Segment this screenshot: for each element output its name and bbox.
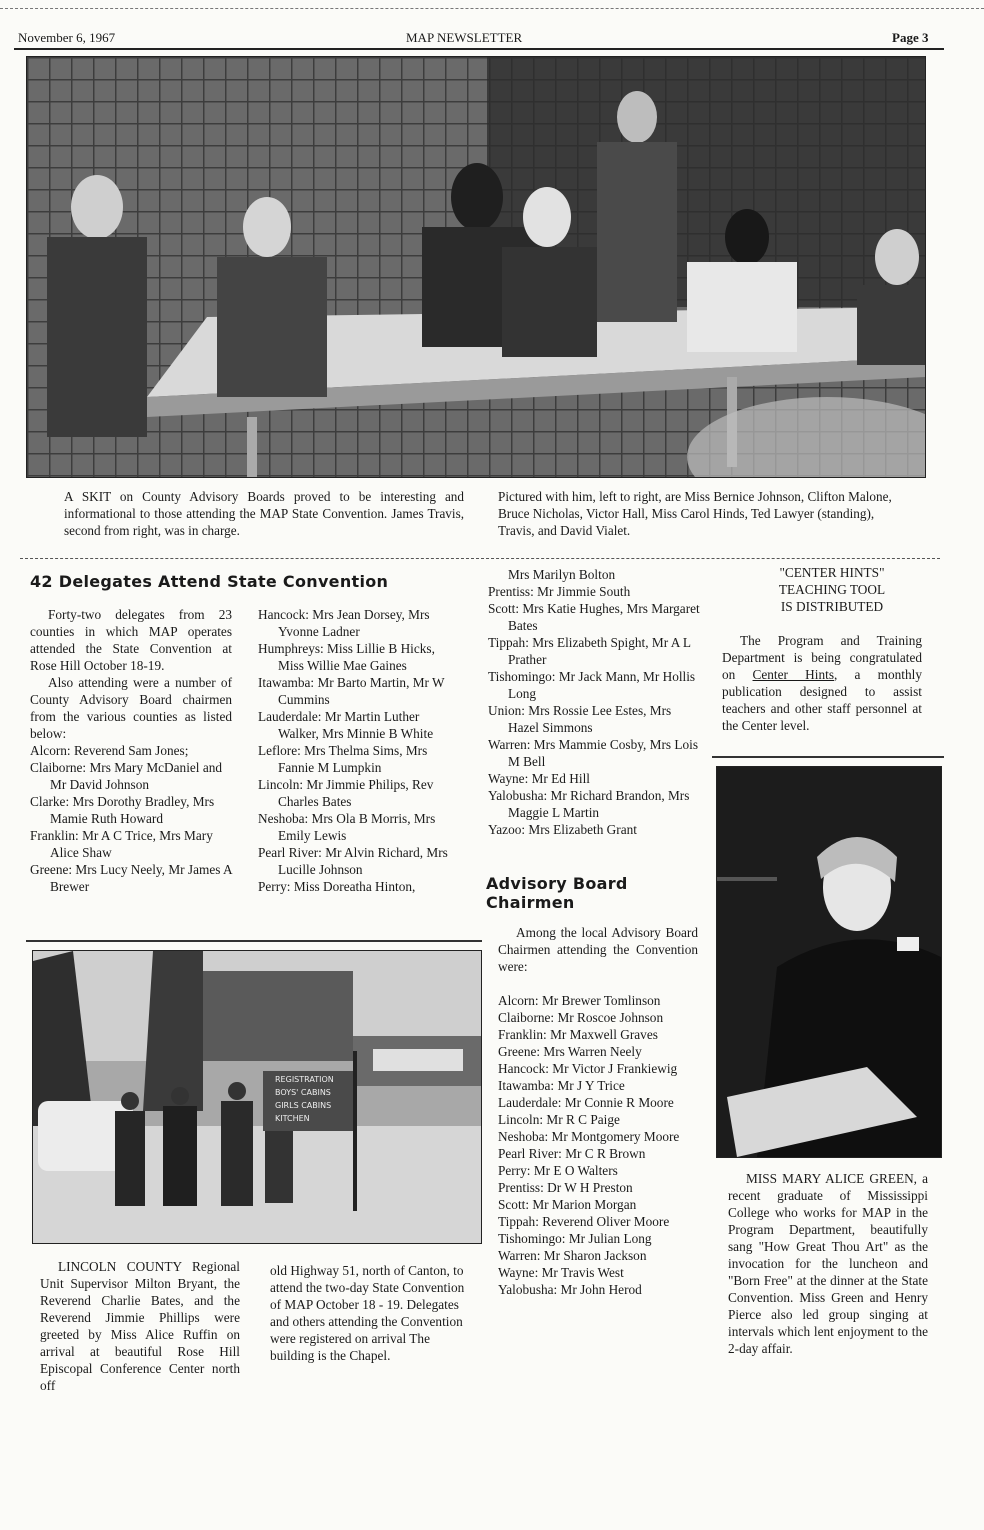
- delegate-entry: Franklin: Mr A C Trice, Mrs Mary Alice Shaw: [30, 828, 213, 860]
- skit-caption-right-text: Pictured with him, left to right, are Miss Bernice Johnson, Clifton Malone, Bruce Nicholas, Victor Hall, Miss Carol Hinds, Ted Lawyer (standing), Travis, and David Vialet.: [498, 489, 892, 538]
- advisory-entry: Itawamba: Mr J Y Trice: [498, 1078, 625, 1093]
- advisory-entry: Scott: Mr Marion Morgan: [498, 1197, 637, 1212]
- lincoln-caption-right: [270, 1262, 470, 1364]
- sign-line: REGISTRATION: [275, 1075, 334, 1084]
- green-photo: [716, 766, 942, 1158]
- advisory-heading: Advisory Board Chairmen: [486, 874, 628, 912]
- green-caption: [728, 1170, 928, 1357]
- delegate-entry: Wayne: Mr Ed Hill: [488, 771, 590, 786]
- skit-caption-left-text: A SKIT on County Advisory Boards proved to be interesting and informational to those attending the MAP State Convention. James Travis, second from right, was in charge.: [64, 489, 464, 538]
- delegate-entry: Prentiss: Mr Jimmie South: [488, 584, 631, 599]
- delegates-intro: Forty-two delegates from 23 counties in which MAP operates attended the State Convention at Rose Hill October 18-19.: [30, 607, 232, 673]
- advisory-entry: Hancock: Mr Victor J Frankiewig: [498, 1061, 678, 1076]
- advisory-entry: Claiborne: Mr Roscoe Johnson: [498, 1010, 664, 1025]
- advisory-intro: Among the local Advisory Board Chairmen attending the Convention were:: [498, 925, 698, 974]
- advisory-entry: Alcorn: Mr Brewer Tomlinson: [498, 993, 661, 1008]
- delegate-entry: Tippah: Mrs Elizabeth Spight, Mr A L Prather: [488, 635, 691, 667]
- advisory-entry: Tippah: Reverend Oliver Moore: [498, 1214, 670, 1229]
- advisory-entry: Prentiss: Dr W H Preston: [498, 1180, 633, 1195]
- advisory-entry: Franklin: Mr Maxwell Graves: [498, 1027, 658, 1042]
- sign-line: KITCHEN: [275, 1114, 310, 1123]
- advisory-article: [498, 924, 698, 1298]
- center-hints-rule: [712, 756, 944, 758]
- sign-line: BOYS' CABINS: [275, 1088, 331, 1097]
- delegates-heading: 42 Delegates Attend State Convention: [30, 572, 389, 591]
- delegate-entry: Tishomingo: Mr Jack Mann, Mr Hollis Long: [488, 669, 696, 701]
- center-hints-title: Center Hints: [752, 667, 834, 682]
- skit-caption-left: [64, 488, 464, 539]
- center-hints-text-2: , a monthly publication designed to assist teachers and other staff personnel at the Center level.: [722, 667, 922, 733]
- delegates-column-3: [488, 566, 702, 838]
- lincoln-sign: [275, 1073, 355, 1125]
- delegate-entry: Yazoo: Mrs Elizabeth Grant: [488, 822, 637, 837]
- section-rule: [20, 558, 940, 559]
- newsletter-title: MAP NEWSLETTER: [406, 30, 523, 45]
- center-hints-heading-line-3: IS DISTRIBUTED: [780, 599, 884, 614]
- advisory-entry: Warren: Mr Sharon Jackson: [498, 1248, 647, 1263]
- center-hints-heading-line-1: "CENTER HINTS": [779, 565, 885, 580]
- top-dashed-border: [0, 8, 984, 9]
- advisory-entry: Yalobusha: Mr John Herod: [498, 1282, 642, 1297]
- delegates-column-2: [258, 606, 460, 895]
- delegate-entry: Claiborne: Mrs Mary McDaniel and Mr David Johnson: [30, 760, 223, 792]
- green-caption-text: MISS MARY ALICE GREEN, a recent graduate of Mississippi College who works for MAP in the Program Department, beautifully sang "How Great Thou Art" as the invocation for the luncheon and "Born Free" at the dinner at the State Convention. Miss Green and Henry Pierce also led group singing at intervals which lent enjoyment to the 2-day affair.: [728, 1171, 928, 1356]
- delegate-entry: Scott: Mrs Katie Hughes, Mrs Margaret Bates: [488, 601, 700, 633]
- center-hints-heading: [722, 564, 942, 615]
- advisory-entry: Perry: Mr E O Walters: [498, 1163, 618, 1178]
- delegate-entry: Lincoln: Mr Jimmie Philips, Rev Charles Bates: [258, 777, 434, 809]
- advisory-entry: Greene: Mrs Warren Neely: [498, 1044, 642, 1059]
- lincoln-caption-right-text: old Highway 51, north of Canton, to attend the two-day State Convention of MAP October 18 - 19. Delegates and others attending the Convention were registered on arrival The building is the Chapel.: [270, 1263, 465, 1363]
- sign-line: GIRLS CABINS: [275, 1101, 332, 1110]
- advisory-entry: Lincoln: Mr R C Paige: [498, 1112, 620, 1127]
- delegate-entry: Warren: Mrs Mammie Cosby, Mrs Lois M Bell: [488, 737, 699, 769]
- lincoln-rule: [26, 940, 482, 942]
- center-hints-text-1: The Program and Training Department is being congratulated on: [722, 633, 922, 682]
- skit-caption-right: [498, 488, 908, 539]
- header-rule: [14, 48, 944, 50]
- delegate-entry: Pearl River: Mr Alvin Richard, Mrs Lucille Johnson: [258, 845, 448, 877]
- delegate-entry: Greene: Mrs Lucy Neely, Mr James A Brewer: [30, 862, 232, 894]
- delegate-entry: Leflore: Mrs Thelma Sims, Mrs Fannie M Lumpkin: [258, 743, 428, 775]
- delegate-entry: Neshoba: Mrs Ola B Morris, Mrs Emily Lewis: [258, 811, 436, 843]
- delegate-entry: Mrs Marilyn Bolton: [508, 567, 616, 582]
- issue-date: November 6, 1967: [18, 30, 116, 45]
- advisory-entry: Pearl River: Mr C R Brown: [498, 1146, 646, 1161]
- advisory-entry: Tishomingo: Mr Julian Long: [498, 1231, 652, 1246]
- lincoln-photo: [32, 950, 482, 1244]
- lincoln-caption-left: [40, 1258, 240, 1394]
- delegate-entry: Alcorn: Reverend Sam Jones;: [30, 743, 189, 758]
- skit-photo: [26, 56, 926, 478]
- delegates-column-1: [30, 606, 232, 895]
- advisory-entry: Wayne: Mr Travis West: [498, 1265, 624, 1280]
- advisory-entry: Lauderdale: Mr Connie R Moore: [498, 1095, 674, 1110]
- delegate-entry: Humphreys: Miss Lillie B Hicks, Miss Willie Mae Gaines: [258, 641, 435, 673]
- delegate-entry: Union: Mrs Rossie Lee Estes, Mrs Hazel Simmons: [488, 703, 672, 735]
- delegate-entry: Perry: Miss Doreatha Hinton,: [258, 879, 416, 894]
- advisory-entry: Neshoba: Mr Montgomery Moore: [498, 1129, 680, 1144]
- center-hints-article: [722, 632, 922, 734]
- delegate-entry: Hancock: Mrs Jean Dorsey, Mrs Yvonne Ladner: [258, 607, 430, 639]
- lincoln-caption-left-text: LINCOLN COUNTY Regional Unit Supervisor Milton Bryant, the Reverend Charlie Bates, and the Reverend Jimmie Phillips were greeted by Miss Alice Ruffin on arrival at beautiful Rose Hill Episcopal Conference Center north off: [40, 1259, 240, 1393]
- delegates-intro-2: Also attending were a number of County Advisory Board chairmen from the various counties as listed below:: [30, 675, 232, 741]
- delegate-entry: Lauderdale: Mr Martin Luther Walker, Mrs Minnie B White: [258, 709, 434, 741]
- delegate-entry: Itawamba: Mr Barto Martin, Mr W Cummins: [258, 675, 445, 707]
- delegate-entry: Yalobusha: Mr Richard Brandon, Mrs Maggie L Martin: [488, 788, 690, 820]
- delegate-entry: Clarke: Mrs Dorothy Bradley, Mrs Mamie Ruth Howard: [30, 794, 215, 826]
- page-number: Page 3: [892, 30, 929, 45]
- center-hints-heading-line-2: TEACHING TOOL: [778, 582, 886, 597]
